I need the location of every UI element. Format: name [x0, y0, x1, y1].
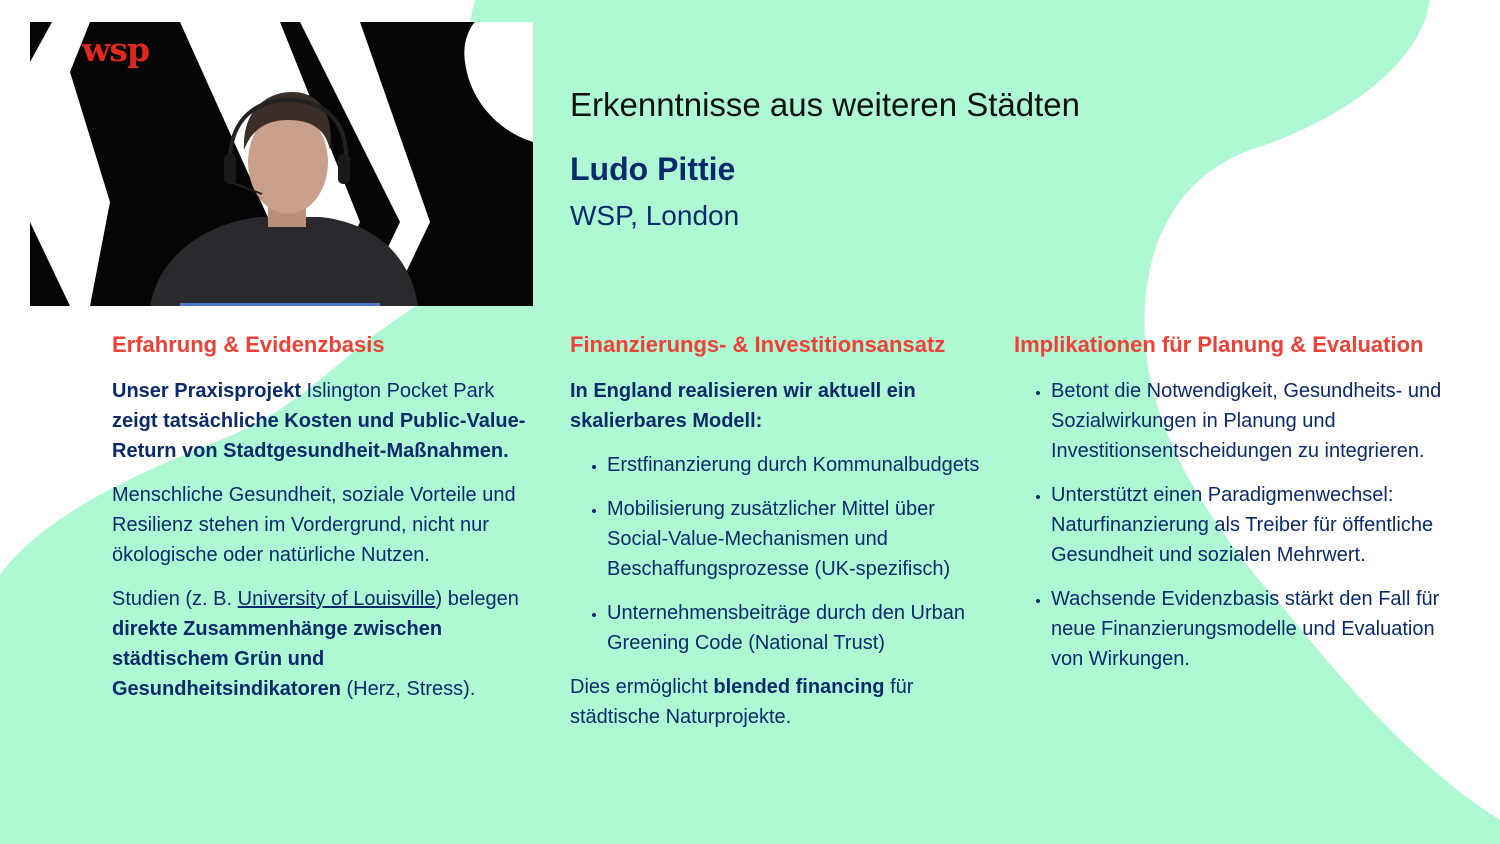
text-bold: direkte Zusammenhänge zwischen städtischem Grün und Gesundheitsindikatoren: [112, 618, 443, 700]
text-regular: Studien (z. B.: [112, 588, 238, 610]
paragraph-practice-project: [112, 376, 542, 466]
slide-title: Erkenntnisse aus weiteren Städten: [570, 86, 1080, 123]
list-item: • Mobilisierung zusätzlicher Mittel über Social-Value-Mechanismen und Beschaffungsprozesse (UK-spezifisch): [607, 494, 990, 584]
bullet-list: [570, 450, 990, 658]
text-bold: zeigt tatsächliche Kosten und Public-Value-Return von Stadtgesundheit-Maßnahmen.: [112, 410, 526, 462]
text-regular: (Herz, Stress).: [340, 678, 476, 700]
column-heading: Implikationen für Planung & Evaluation: [1014, 332, 1424, 357]
speaker-video-feed: [30, 22, 533, 306]
list-item: • Betont die Notwendigkeit, Gesundheits- und Sozialwirkungen in Planung und Investitionsentscheidungen zu integrieren.: [1051, 376, 1464, 466]
paragraph-studies: [112, 584, 542, 704]
list-item: • Erstfinanzierung durch Kommunalbudgets: [607, 450, 990, 480]
paragraph-intro: In England realisieren wir aktuell ein skalierbares Modell:: [570, 380, 916, 432]
paragraph-outro: [570, 672, 990, 732]
list-item: • Unterstützt einen Paradigmenwechsel: Naturfinanzierung als Treiber für öffentliche Gesundheit und sozialen Mehrwert.: [1051, 480, 1464, 570]
speaker-name: Ludo Pittie: [570, 151, 736, 187]
speaker-organization: WSP, London: [570, 200, 740, 231]
column-heading: Finanzierungs- & Investitionsansatz: [570, 332, 946, 357]
wsp-logo: wsp: [82, 30, 150, 69]
text-regular: Islington Pocket Park: [300, 380, 495, 402]
link-university-of-louisville[interactable]: University of Louisville: [237, 588, 436, 610]
text-regular: ) belegen: [435, 588, 519, 610]
list-item: • Wachsende Evidenzbasis stärkt den Fall für neue Finanzierungsmodelle und Evaluation von Wirkungen.: [1051, 584, 1464, 674]
column-heading: Erfahrung & Evidenzbasis: [112, 332, 385, 357]
text-bold: Unser Praxisprojekt: [112, 380, 301, 402]
paragraph-human-health: Menschliche Gesundheit, soziale Vorteile und Resilienz stehen im Vordergrund, nicht nur ökologische oder natürliche Nutzen.: [112, 484, 516, 566]
text-regular: Dies ermöglicht: [570, 676, 714, 698]
column-experience-evidence: [112, 330, 542, 718]
text-bold: blended financing: [713, 676, 885, 698]
column-financing-approach: [570, 330, 990, 746]
text-regular: für städtische Naturprojekte.: [570, 676, 914, 728]
list-item: • Unternehmensbeiträge durch den Urban Greening Code (National Trust): [607, 598, 990, 658]
bullet-list: [1014, 376, 1464, 674]
column-planning-implications: [1014, 330, 1464, 688]
